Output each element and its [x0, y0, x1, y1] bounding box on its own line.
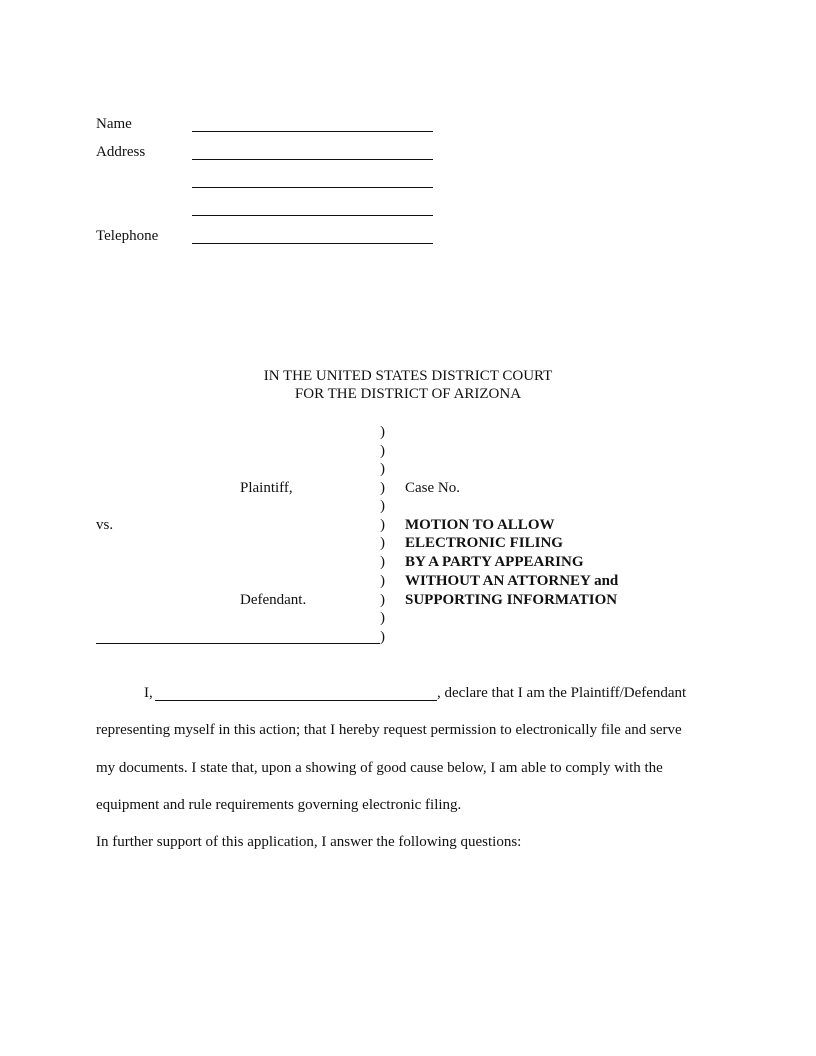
- support-intro-line: In further support of this application, I answer the following questions:: [96, 834, 522, 850]
- name-label: Name: [96, 116, 132, 132]
- address-blank-line-2[interactable]: [192, 187, 433, 188]
- name-blank-line[interactable]: [192, 131, 433, 132]
- telephone-label: Telephone: [96, 228, 159, 244]
- declaration-line2: representing myself in this action; that I hereby request permission to electronically file and serve: [96, 722, 682, 738]
- declaration-line3: my documents. I state that, upon a showing of good cause below, I am able to comply with the: [96, 760, 663, 776]
- declaration-line1-end: , declare that I am the Plaintiff/Defendant: [437, 685, 687, 701]
- address-blank-line-3[interactable]: [192, 215, 433, 216]
- motion-title-line: ELECTRONIC FILING: [405, 535, 563, 551]
- case-no-label: Case No.: [405, 480, 460, 496]
- paren: ): [380, 480, 385, 496]
- court-title-line1: IN THE UNITED STATES DISTRICT COURT: [263, 368, 553, 384]
- paren: ): [380, 517, 385, 533]
- motion-title-line: BY A PARTY APPEARING: [405, 554, 584, 570]
- paren: ): [380, 610, 385, 626]
- paren: ): [380, 424, 385, 440]
- address-label: Address: [96, 144, 146, 160]
- paren: ): [380, 498, 385, 514]
- address-blank-line-1[interactable]: [192, 159, 433, 160]
- telephone-blank-line[interactable]: [192, 243, 433, 244]
- paren: ): [380, 443, 385, 459]
- plaintiff-label: Plaintiff,: [240, 480, 293, 496]
- court-title-line2: FOR THE DISTRICT OF ARIZONA: [294, 386, 522, 402]
- declarant-name-blank[interactable]: [155, 700, 437, 701]
- declaration-lead: I,: [144, 685, 153, 701]
- paren: ): [380, 461, 385, 477]
- caption-bottom-line: [96, 643, 380, 644]
- motion-title-line: MOTION TO ALLOW: [405, 517, 555, 533]
- declaration-line4: equipment and rule requirements governing electronic filing.: [96, 797, 462, 813]
- paren: ): [380, 573, 385, 589]
- motion-title-line: WITHOUT AN ATTORNEY and: [405, 573, 619, 589]
- paren: ): [380, 629, 385, 645]
- motion-title-line: SUPPORTING INFORMATION: [405, 592, 618, 608]
- paren: ): [380, 592, 385, 608]
- paren: ): [380, 535, 385, 551]
- vs-label: vs.: [96, 517, 114, 533]
- paren: ): [380, 554, 385, 570]
- defendant-label: Defendant.: [240, 592, 307, 608]
